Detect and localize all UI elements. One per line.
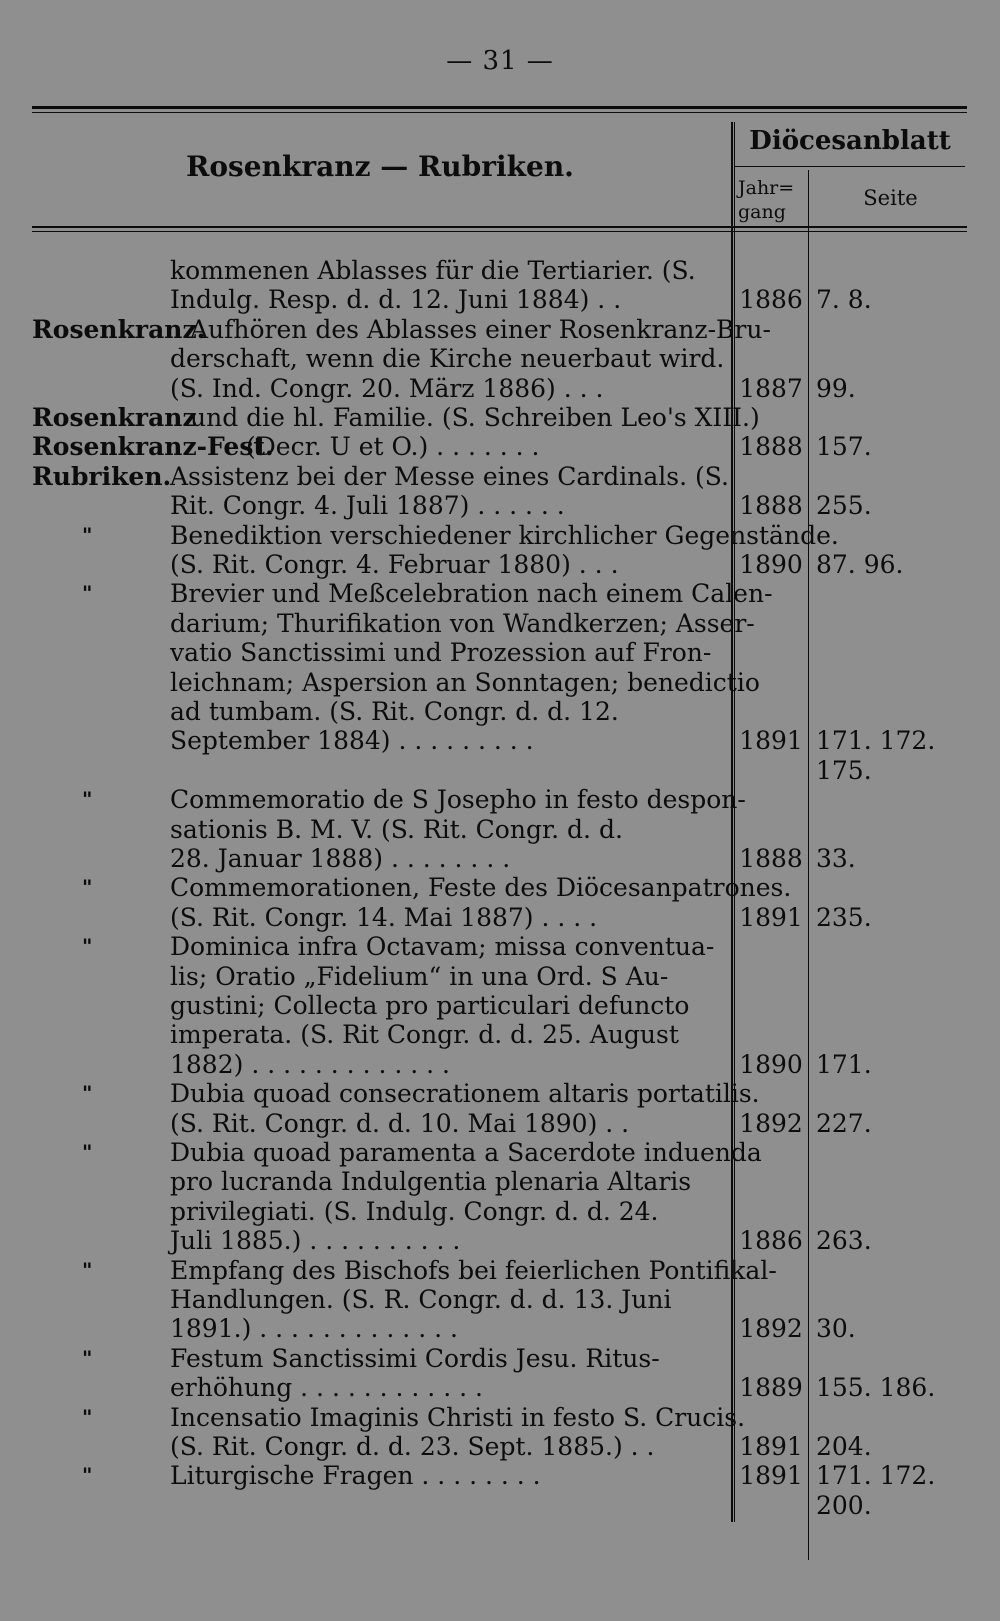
entry-text: (Decr. U et O.) . . . . . . . [246,432,540,462]
entry-year: 1890 [739,1049,803,1079]
ditto-mark: " [82,934,93,959]
entry-text: (S. Rit. Congr. d. d. 23. Sept. 1885.) . . [170,1432,655,1461]
page-number: — 31 — [446,46,554,76]
entry-year: 1891 [739,1432,803,1461]
entry-page: 99. [816,373,856,403]
entry-page: 171. 172. [816,726,936,756]
entry-year: 1888 [739,491,803,521]
entry-year: 1890 [739,550,803,579]
entry-year: 1887 [739,373,803,403]
top-rule-thin [32,112,967,113]
entry-text: 1891.) . . . . . . . . . . . . . [170,1314,458,1344]
entry-text: lis; Oratio „Fidelium“ in una Ord. S Au- [170,961,669,991]
entry-text: (S. Ind. Congr. 20. März 1886) . . . [170,373,604,403]
entry-text: Liturgische Fragen . . . . . . . . [170,1461,541,1491]
entry-page: 255. [816,491,872,521]
ditto-mark: " [82,581,93,606]
entry-page: 171. 172. [816,1461,936,1491]
ditto-mark: " [82,1140,93,1164]
entry-text: Festum Sanctissimi Cordis Jesu. Ritus- [170,1343,660,1373]
entry-page: 200. [816,1490,872,1520]
source-underline [735,166,965,167]
entry-year: 1886 [739,285,803,315]
entry-text: September 1884) . . . . . . . . . [170,726,534,756]
entry-text: (S. Rit. Congr. d. d. 10. Mai 1890) . . [170,1108,630,1138]
entry-label: Rosenkranz [32,403,197,432]
ditto-mark: " [82,1345,93,1370]
entry-text: sationis B. M. V. (S. Rit. Congr. d. d. [170,814,623,844]
ditto-mark: " [82,875,93,900]
entry-text: Benediktion verschiedener kirchlicher Gegenstände. [170,520,839,550]
entry-page: 171. [816,1049,872,1079]
header-bottom-rule-thin [32,231,967,232]
entry-year: 1892 [739,1108,803,1138]
entry-text: Handlungen. (S. R. Congr. d. d. 13. Juni [170,1285,672,1314]
entry-text: privilegiati. (S. Indulg. Congr. d. d. 24. [170,1196,659,1226]
entry-text: Dubia quoad paramenta a Sacerdote induenda [170,1138,762,1167]
ditto-mark: " [82,787,93,812]
entry-year: 1891 [739,902,803,932]
entry-text: 28. Januar 1888) . . . . . . . . [170,844,511,873]
entry-label: Rosenkranz-Fest. [32,432,274,462]
entry-text: (S. Rit. Congr. 4. Februar 1880) . . . [170,550,619,579]
entry-year: 1889 [739,1373,803,1403]
ditto-mark: " [82,522,93,547]
entry-page: 175. [816,755,872,785]
page-column-header: Seite [863,186,918,210]
entry-text: Dominica infra Octavam; missa conventua- [170,932,715,962]
entry-page: 157. [816,432,872,462]
entry-page: 7. 8. [816,285,872,315]
ditto-mark: " [82,1081,93,1106]
entry-text: gustini; Collecta pro particulari defuncto [170,991,690,1020]
source-header: Diöcesanblatt [749,126,951,156]
entry-text: kommenen Ablasses für die Tertiarier. (S. [170,256,696,285]
column-rule-mid [808,170,809,1560]
entry-text: Aufhören des Ablasses einer Rosenkranz-Bru- [190,314,771,344]
entry-year: 1891 [739,726,803,756]
entry-text: Empfang des Bischofs bei feierlichen Pontifikal- [170,1255,777,1285]
entry-text: pro lucranda Indulgentia plenaria Altaris [170,1167,692,1197]
entry-page: 30. [816,1314,856,1344]
entry-text: (S. Rit. Congr. 14. Mai 1887) . . . . [170,902,598,932]
year-column-header [738,176,808,224]
entry-text: Assistenz bei der Messe eines Cardinals. (S. [170,461,729,491]
entry-text: Juli 1885.) . . . . . . . . . . [170,1226,461,1256]
entry-page: 33. [816,844,856,873]
entry-text: erhöhung . . . . . . . . . . . . [170,1373,483,1403]
entry-page: 155. 186. [816,1373,936,1403]
entry-label: Rubriken. [32,461,172,491]
entry-year: 1888 [739,432,803,462]
entry-text: Dubia quoad consecrationem altaris portatilis. [170,1079,760,1109]
entry-text: und die hl. Familie. (S. Schreiben Leo's XIII.) [190,403,760,432]
top-rule [32,106,967,109]
entry-text: leichnam; Aspersion an Sonntagen; benedictio [170,667,760,697]
year-header-line-2: gang [738,201,786,223]
entry-text: imperata. (S. Rit Congr. d. d. 25. August [170,1020,679,1050]
entry-text: ad tumbam. (S. Rit. Congr. d. d. 12. [170,697,619,726]
entry-page: 235. [816,902,872,932]
entry-text: Incensatio Imaginis Christi in festo S. Crucis. [170,1402,746,1432]
entry-text: 1882) . . . . . . . . . . . . . [170,1049,450,1079]
entry-year: 1892 [739,1314,803,1344]
entry-text: Brevier und Meßcelebration nach einem Calen- [170,579,773,609]
entry-text: darium; Thurifikation von Wandkerzen; Asser- [170,608,755,638]
table-title: Rosenkranz — Rubriken. [186,150,574,183]
ditto-mark: " [82,1404,93,1429]
entry-text: Commemoratio de S Josepho in festo despon- [170,785,746,815]
entry-year: 1886 [739,1226,803,1256]
entry-text: Rit. Congr. 4. Juli 1887) . . . . . . [170,491,565,521]
year-header-line-1: Jahr= [738,177,795,199]
entry-text: Commemorationen, Feste des Diöcesanpatrones. [170,873,792,903]
ditto-mark: " [82,1463,93,1488]
entry-text: Indulg. Resp. d. d. 12. Juni 1884) . . [170,285,622,315]
ditto-mark: " [82,1257,93,1282]
entry-page: 263. [816,1226,872,1256]
entry-label: Rosenkranz. [32,314,206,344]
entry-page: 87. 96. [816,550,904,579]
entry-year: 1891 [739,1461,803,1491]
entry-page: 227. [816,1108,872,1138]
entry-page: 204. [816,1432,872,1461]
header-bottom-rule [32,226,967,228]
entry-text: derschaft, wenn die Kirche neuerbaut wird. [170,344,725,374]
entry-year: 1888 [739,844,803,873]
entry-text: vatio Sanctissimi und Prozession auf Fron- [170,638,712,668]
